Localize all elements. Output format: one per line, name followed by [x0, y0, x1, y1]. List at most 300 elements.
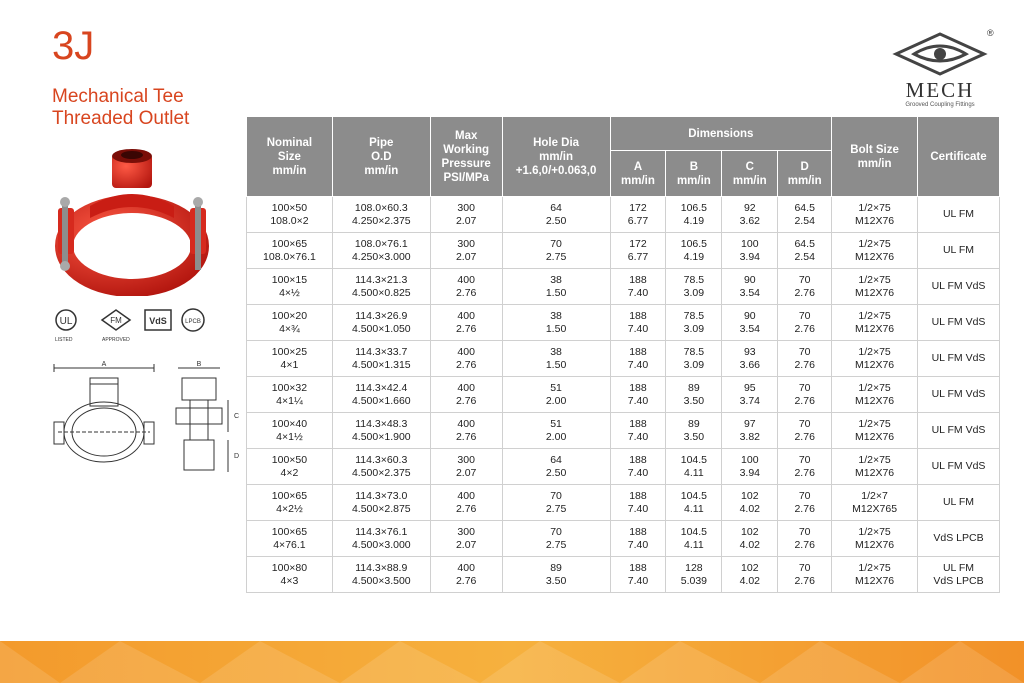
- cell-value: 100×32: [271, 381, 308, 394]
- cell-value: 89: [688, 381, 700, 394]
- cell-size: [247, 485, 333, 521]
- header-dim-d: D mm/in: [778, 151, 832, 197]
- footer-bar: [0, 641, 1024, 683]
- cell-value: 2.76: [455, 394, 477, 407]
- cell-value: 400: [457, 417, 475, 430]
- cell-value: 300: [457, 453, 475, 466]
- cell-c: [722, 377, 778, 413]
- cell-b: [666, 521, 722, 557]
- cell-value: 4×76.1: [273, 538, 306, 551]
- cell-size: [247, 197, 333, 233]
- cell-value: 108.0×76.1: [263, 250, 316, 263]
- cell-size: [247, 557, 333, 593]
- cell-value: 3.50: [683, 394, 705, 407]
- cell-d: [778, 449, 832, 485]
- cell-c: [722, 413, 778, 449]
- cell-value: 104.5: [680, 453, 708, 466]
- cell-pressure: [430, 449, 502, 485]
- cell-value: 114.3×21.3: [355, 273, 408, 286]
- cell-value: 51: [550, 417, 562, 430]
- cell-hole: [502, 341, 610, 377]
- cell-value: 4.11: [684, 538, 704, 551]
- cell-pressure: [430, 377, 502, 413]
- cell-bolt: [832, 197, 918, 233]
- cell-c: [722, 305, 778, 341]
- cell-value: 1/2×7: [861, 489, 888, 502]
- cell-a: [610, 377, 666, 413]
- cell-d: [778, 557, 832, 593]
- cell-cert: [918, 233, 1000, 269]
- cell-value: 4.02: [739, 538, 760, 551]
- cell-value: 3.09: [683, 322, 705, 335]
- cell-value: 4.500×1.900: [351, 430, 411, 443]
- svg-text:FM: FM: [110, 316, 122, 325]
- cell-value: 3.62: [739, 214, 760, 227]
- lpcb-icon: [182, 309, 204, 331]
- cell-value: 4×2½: [276, 502, 303, 515]
- cell-cert: [918, 413, 1000, 449]
- cell-value: 89: [688, 417, 700, 430]
- header-max-pressure: Max Working Pressure PSI/MPa: [430, 117, 502, 197]
- cell-value: M12X76: [855, 286, 895, 299]
- registered-mark: ®: [987, 28, 994, 38]
- cell-value: 2.50: [545, 214, 567, 227]
- header-dim-c: C mm/in: [722, 151, 778, 197]
- cell-value: 3.94: [739, 250, 760, 263]
- cell-value: 38: [550, 345, 562, 358]
- cell-value: 4×¾: [279, 322, 300, 335]
- cell-hole: [502, 449, 610, 485]
- cell-value: 2.76: [794, 358, 815, 371]
- cell-cert: [918, 485, 1000, 521]
- product-subtitle: [52, 86, 189, 130]
- cell-value: 2.54: [794, 214, 815, 227]
- cell-cert: [918, 521, 1000, 557]
- cell-value: 2.76: [455, 502, 477, 515]
- cell-c: [722, 557, 778, 593]
- header-nominal-size: Nominal Size mm/in: [247, 117, 333, 197]
- cell-value: 4.11: [684, 466, 704, 479]
- cell-pipe: [332, 233, 430, 269]
- cell-value: 128: [685, 561, 703, 574]
- cell-value: 7.40: [627, 574, 649, 587]
- svg-text:UL: UL: [59, 316, 73, 327]
- cell-value: 64: [550, 201, 562, 214]
- cell-value: 4.500×3.500: [351, 574, 411, 587]
- cell-value: 114.3×76.1: [355, 525, 408, 538]
- cell-value: 70: [798, 489, 811, 502]
- cell-value: M12X76: [855, 394, 895, 407]
- cell-b: [666, 305, 722, 341]
- cell-value: M12X76: [855, 430, 895, 443]
- certification-logos: [52, 306, 212, 344]
- cell-pipe: [332, 485, 430, 521]
- subtitle-line-2: Threaded Outlet: [52, 108, 190, 129]
- cell-pipe: [332, 269, 430, 305]
- cell-size: [247, 305, 333, 341]
- cell-value: 188: [629, 561, 647, 574]
- cell-pressure: [430, 341, 502, 377]
- cell-value: 4×1½: [276, 430, 303, 443]
- cell-value: 102: [741, 561, 759, 574]
- spec-table: [246, 116, 1000, 593]
- cell-b: [666, 269, 722, 305]
- cell-b: [666, 557, 722, 593]
- cell-value: 106.5: [680, 237, 708, 250]
- cell-value: M12X76: [855, 466, 895, 479]
- cell-pipe: [332, 521, 430, 557]
- cell-value: 2.00: [545, 394, 567, 407]
- cell-value: 4×1: [280, 358, 299, 371]
- cell-value: 4×½: [279, 286, 300, 299]
- cell-value: 70: [798, 345, 811, 358]
- cell-value: 104.5: [680, 525, 708, 538]
- cell-value: 97: [743, 417, 756, 430]
- cell-value: 2.76: [455, 286, 477, 299]
- cell-size: [247, 233, 333, 269]
- cell-value: 1.50: [545, 322, 567, 335]
- cell-value: 4.250×3.000: [351, 250, 411, 263]
- cell-value: 3.50: [545, 574, 567, 587]
- cell-bolt: [832, 413, 918, 449]
- cell-value: 2.07: [455, 250, 477, 263]
- cell-value: 3.09: [683, 358, 705, 371]
- cell-pipe: [332, 413, 430, 449]
- subtitle-line-1: Mechanical Tee: [52, 86, 184, 107]
- cell-value: 300: [457, 201, 475, 214]
- cell-value: 300: [457, 525, 475, 538]
- cell-value: 188: [629, 345, 647, 358]
- cell-value: 100×65: [271, 489, 308, 502]
- cell-value: 4.500×0.825: [351, 286, 411, 299]
- cell-a: [610, 521, 666, 557]
- cell-cert: [918, 269, 1000, 305]
- cell-value: UL FM VdS: [931, 316, 986, 328]
- cell-value: 2.76: [455, 574, 477, 587]
- cell-value: 2.76: [794, 322, 815, 335]
- cell-value: 7.40: [627, 466, 649, 479]
- cell-value: M12X76: [855, 358, 895, 371]
- cell-value: 70: [798, 381, 811, 394]
- cell-value: 4.19: [683, 214, 705, 227]
- cell-a: [610, 485, 666, 521]
- header-dim-b: B mm/in: [666, 151, 722, 197]
- cell-value: 2.76: [455, 358, 477, 371]
- header-dim-a: A mm/in: [610, 151, 666, 197]
- cell-hole: [502, 305, 610, 341]
- cell-value: 7.40: [627, 394, 649, 407]
- cell-value: 7.40: [627, 286, 649, 299]
- cell-value: 400: [457, 309, 475, 322]
- table-row: [247, 485, 1000, 521]
- cell-value: UL FM: [942, 208, 975, 220]
- cell-cert: [918, 305, 1000, 341]
- cell-d: [778, 197, 832, 233]
- cell-value: 2.76: [455, 322, 477, 335]
- table-row: [247, 341, 1000, 377]
- cell-value: 102: [741, 489, 759, 502]
- cell-d: [778, 413, 832, 449]
- cell-c: [722, 269, 778, 305]
- cell-hole: [502, 197, 610, 233]
- table-row: [247, 233, 1000, 269]
- cell-value: 4×2: [280, 466, 299, 479]
- cell-value: 3.94: [739, 466, 760, 479]
- cell-value: 4.19: [683, 250, 705, 263]
- cell-value: 70: [798, 561, 811, 574]
- svg-text:VdS: VdS: [149, 316, 167, 326]
- cell-value: 4.500×2.375: [351, 466, 411, 479]
- fm-approved-icon: [102, 310, 130, 343]
- cell-pipe: [332, 557, 430, 593]
- cell-value: 2.07: [455, 214, 477, 227]
- cell-value: 114.3×88.9: [355, 561, 408, 574]
- cell-value: 3.66: [739, 358, 760, 371]
- cell-value: 2.75: [545, 538, 567, 551]
- spec-table-body: [247, 197, 1000, 593]
- cell-value: 1/2×75: [858, 201, 891, 214]
- svg-text:APPROVED: APPROVED: [102, 337, 130, 343]
- cell-value: UL FM: [942, 244, 975, 256]
- cell-b: [666, 233, 722, 269]
- cell-value: 172: [629, 237, 647, 250]
- cell-value: 2.75: [545, 250, 567, 263]
- cell-pipe: [332, 377, 430, 413]
- cell-value: 1/2×75: [858, 561, 891, 574]
- header-dimensions: Dimensions: [610, 117, 832, 151]
- cell-hole: [502, 269, 610, 305]
- mech-emblem-icon: [890, 28, 990, 78]
- cell-a: [610, 233, 666, 269]
- cell-pressure: [430, 269, 502, 305]
- header-certificate: Certificate: [918, 117, 1000, 197]
- cell-bolt: [832, 557, 918, 593]
- cell-value: 108.0×2: [270, 214, 309, 227]
- header-pipe-od: Pipe O.D mm/in: [332, 117, 430, 197]
- cell-value: UL FM VdS: [931, 388, 986, 400]
- cell-size: [247, 449, 333, 485]
- cell-value: 1.50: [545, 358, 567, 371]
- cell-value: 114.3×73.0: [355, 489, 408, 502]
- cell-value: 4×3: [280, 574, 299, 587]
- cell-value: 100: [741, 237, 759, 250]
- cell-value: 102: [741, 525, 759, 538]
- cell-value: 1.50: [545, 286, 567, 299]
- cell-a: [610, 197, 666, 233]
- cell-value: UL FM VdS: [931, 460, 986, 472]
- cell-hole: [502, 485, 610, 521]
- cell-b: [666, 377, 722, 413]
- cell-hole: [502, 521, 610, 557]
- cell-value: 108.0×76.1: [354, 237, 408, 250]
- cell-value: 3.74: [739, 394, 760, 407]
- cell-size: [247, 413, 333, 449]
- svg-text:LISTED: LISTED: [55, 337, 73, 343]
- brand-name: MECH: [905, 78, 975, 102]
- cell-value: M12X76: [855, 214, 895, 227]
- cell-value: 100×20: [271, 309, 308, 322]
- cell-value: 100×15: [271, 273, 308, 286]
- cell-value: 7.40: [627, 430, 649, 443]
- cell-value: 78.5: [683, 273, 705, 286]
- cell-size: [247, 341, 333, 377]
- cell-value: 7.40: [627, 538, 649, 551]
- dimension-a-label: A: [101, 361, 107, 368]
- cell-value: 2.50: [545, 466, 567, 479]
- cell-value: 3.50: [683, 430, 705, 443]
- cell-value: 4.500×1.660: [351, 394, 411, 407]
- cell-value: 70: [798, 525, 811, 538]
- cell-value: 92: [743, 201, 756, 214]
- cell-value: 2.76: [794, 466, 815, 479]
- cell-value: 90: [743, 309, 756, 322]
- cell-value: 2.76: [794, 538, 815, 551]
- cell-value: 400: [457, 381, 475, 394]
- cell-b: [666, 485, 722, 521]
- cell-value: 100×40: [271, 417, 308, 430]
- cell-pipe: [332, 197, 430, 233]
- cell-value: UL FM VdS: [931, 280, 986, 292]
- cell-b: [666, 413, 722, 449]
- table-row: [247, 269, 1000, 305]
- cell-b: [666, 197, 722, 233]
- cell-d: [778, 305, 832, 341]
- cell-value: M12X76: [855, 250, 895, 263]
- cell-value: 1/2×75: [858, 525, 891, 538]
- cell-value: 7.40: [627, 322, 649, 335]
- cell-value: 1/2×75: [858, 273, 891, 286]
- cell-value: 93: [743, 345, 756, 358]
- cell-value: UL FM VdS: [931, 352, 986, 364]
- cell-value: 1/2×75: [858, 237, 891, 250]
- cell-size: [247, 269, 333, 305]
- cell-value: 114.3×26.9: [355, 309, 408, 322]
- table-row: [247, 377, 1000, 413]
- cell-value: 6.77: [627, 214, 649, 227]
- cell-value: 64.5: [794, 237, 815, 250]
- cell-hole: [502, 377, 610, 413]
- cell-value: 188: [629, 525, 647, 538]
- cell-value: 114.3×33.7: [355, 345, 408, 358]
- cell-value: 2.75: [545, 502, 567, 515]
- cell-bolt: [832, 485, 918, 521]
- cell-cert: [918, 557, 1000, 593]
- cell-value: 100×65: [271, 525, 308, 538]
- cell-value: 38: [550, 273, 562, 286]
- cell-hole: [502, 233, 610, 269]
- cell-d: [778, 485, 832, 521]
- cell-value: 188: [629, 489, 647, 502]
- cell-b: [666, 449, 722, 485]
- cell-value: VdS LPCB: [933, 532, 984, 544]
- table-row: [247, 521, 1000, 557]
- cell-a: [610, 449, 666, 485]
- dimension-d-label: D: [234, 453, 240, 460]
- svg-text:LPCB: LPCB: [185, 319, 201, 325]
- cell-bolt: [832, 377, 918, 413]
- cell-c: [722, 341, 778, 377]
- footer-pattern: [0, 641, 1024, 683]
- cell-value: 1/2×75: [858, 381, 891, 394]
- cell-value: 4.11: [684, 502, 704, 515]
- vds-icon: [145, 310, 171, 330]
- cell-value: 100×25: [271, 345, 308, 358]
- cell-pipe: [332, 305, 430, 341]
- cell-a: [610, 413, 666, 449]
- cell-value: M12X76: [855, 322, 895, 335]
- cell-value: 4.500×1.315: [351, 358, 411, 371]
- cell-value: 2.76: [794, 286, 815, 299]
- cell-value: 114.3×42.4: [355, 381, 408, 394]
- cell-c: [722, 521, 778, 557]
- cell-value: 2.76: [455, 430, 477, 443]
- cell-value: 2.76: [794, 574, 815, 587]
- cell-value: 3.54: [739, 286, 760, 299]
- cell-value: 100×65: [271, 237, 308, 250]
- cell-b: [666, 341, 722, 377]
- cell-value: M12X76: [855, 574, 895, 587]
- cell-value: 188: [629, 273, 647, 286]
- cell-value: 7.40: [627, 502, 649, 515]
- cell-value: 2.76: [794, 430, 815, 443]
- cell-value: 70: [798, 309, 811, 322]
- cell-value: 2.07: [455, 466, 477, 479]
- cell-value: 95: [743, 381, 756, 394]
- cell-value: 89: [550, 561, 562, 574]
- ul-listed-icon: [55, 310, 76, 343]
- cell-value: 64.5: [794, 201, 815, 214]
- cell-value: UL FM: [942, 561, 975, 574]
- cell-value: 38: [550, 309, 562, 322]
- cell-value: 2.00: [545, 430, 567, 443]
- cell-value: 1/2×75: [858, 309, 891, 322]
- header-hole-dia: Hole Dia mm/in +1.6,0/+0.063,0: [502, 117, 610, 197]
- cell-a: [610, 557, 666, 593]
- cell-value: 4.500×2.875: [351, 502, 411, 515]
- cell-value: M12X76: [855, 538, 895, 551]
- cell-value: 400: [457, 273, 475, 286]
- cell-value: 78.5: [683, 345, 705, 358]
- table-row: [247, 413, 1000, 449]
- cell-d: [778, 233, 832, 269]
- cell-pressure: [430, 413, 502, 449]
- cell-a: [610, 305, 666, 341]
- cell-d: [778, 521, 832, 557]
- cell-value: 6.77: [627, 250, 649, 263]
- cell-pressure: [430, 233, 502, 269]
- dimension-c-label: C: [234, 413, 240, 420]
- cell-value: M12X765: [852, 502, 898, 515]
- cell-value: 100: [741, 453, 759, 466]
- cell-value: 172: [629, 201, 647, 214]
- cell-size: [247, 521, 333, 557]
- page-title: 3J: [52, 24, 95, 68]
- cell-value: 90: [743, 273, 756, 286]
- cell-value: 4.500×1.050: [351, 322, 411, 335]
- cell-value: 64: [550, 453, 562, 466]
- cell-value: VdS LPCB: [933, 574, 984, 587]
- cell-value: 2.76: [794, 502, 815, 515]
- cell-cert: [918, 377, 1000, 413]
- cell-value: 70: [798, 453, 811, 466]
- cell-value: 5.039: [680, 574, 708, 587]
- cell-value: 188: [629, 309, 647, 322]
- table-row: [247, 557, 1000, 593]
- cell-value: 188: [629, 417, 647, 430]
- cell-value: 100×80: [271, 561, 308, 574]
- cell-a: [610, 341, 666, 377]
- cell-c: [722, 233, 778, 269]
